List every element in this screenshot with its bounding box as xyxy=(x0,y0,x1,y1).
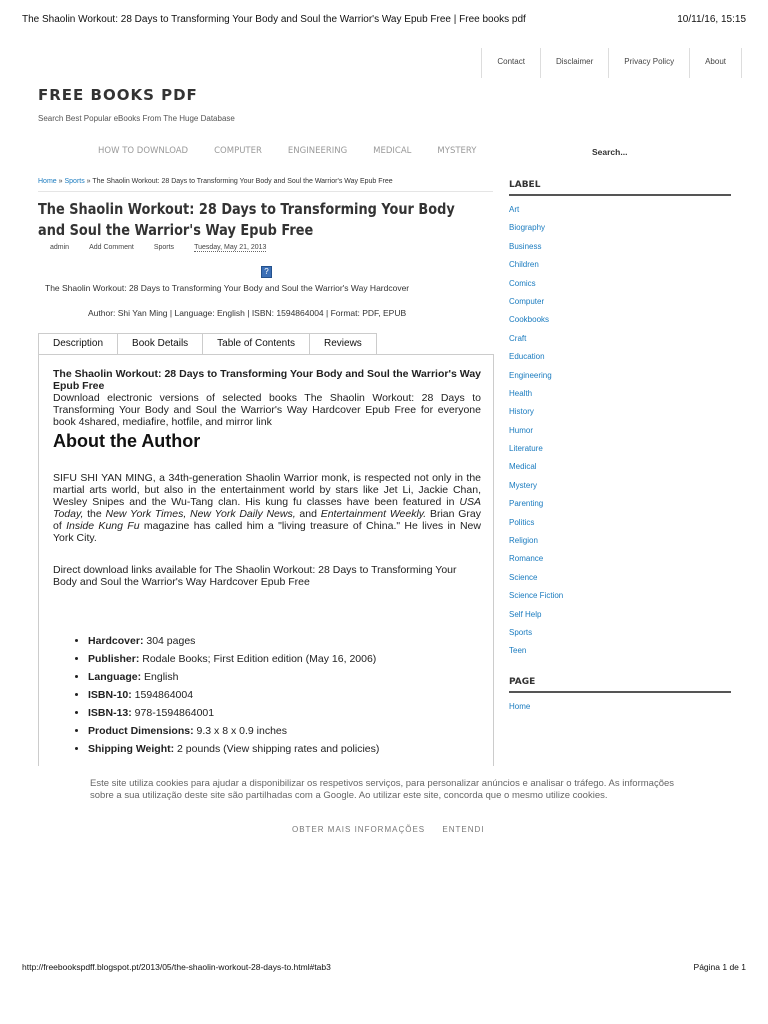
sidebar-item-romance[interactable]: Romance xyxy=(509,554,544,564)
print-page-number: Página 1 de 1 xyxy=(693,962,746,972)
list-item: • Shipping Weight: 2 pounds (View shipping rates and policies) xyxy=(88,740,481,758)
mainnav-mystery[interactable]: MYSTERY xyxy=(437,146,477,156)
breadcrumb xyxy=(38,178,493,192)
sidebar-item-home[interactable]: Home xyxy=(509,701,531,711)
print-url: http://freebookspdff.blogspot.pt/2013/05/the-shaolin-workout-28-days-to.html#tab3 xyxy=(22,962,331,972)
tab-book-details[interactable]: Book Details xyxy=(118,333,203,355)
post-date: Tuesday, May 21, 2013 xyxy=(194,244,267,251)
breadcrumb-separator: » xyxy=(56,178,65,185)
sidebar-item-humor[interactable]: Humor xyxy=(509,425,534,435)
mainnav-engineering[interactable]: ENGINEERING xyxy=(287,146,348,156)
book-hardcover-title: The Shaolin Workout: 28 Days to Transforming Your Body and Soul the Warrior's Way Hardcover xyxy=(45,283,410,293)
sidebar-item-cookbooks[interactable]: Cookbooks xyxy=(509,315,550,325)
post-meta xyxy=(50,244,286,252)
topnav-contact[interactable]: Contact xyxy=(482,48,541,78)
print-header xyxy=(22,14,746,28)
topnav-about[interactable]: About xyxy=(690,48,742,78)
sidebar-item-politics[interactable]: Politics xyxy=(509,517,535,527)
top-nav xyxy=(481,48,742,78)
breadcrumb-separator: » xyxy=(84,178,93,185)
author-bio: SIFU SHI YAN MING, a 34th-generation Shaolin Warrior monk, is respected not only in the martial arts world, but also in the entertainment world by stars like Jet Li, Jackie Chan, Wesley Snipes and the Wu-Tang clan. His kung fu classes have been featured in USA Today, the New York Times, New York Daily News, and Entertainment Weekly. Brian Gray of Inside Kung Fu magazine has called him a "living treasure of China." He lives in New York City. xyxy=(53,472,481,544)
list-item: • ISBN-10: 1594864004 xyxy=(88,686,481,704)
sidebar-item-computer[interactable]: Computer xyxy=(509,296,545,306)
list-item: • Publisher: Rodale Books; First Edition edition (May 16, 2006) xyxy=(88,650,481,668)
sidebar-item-religion[interactable]: Religion xyxy=(509,536,538,546)
breadcrumb-category[interactable]: Sports xyxy=(64,178,85,185)
print-datetime: 10/11/16, 15:15 xyxy=(677,14,746,25)
breadcrumb-current: The Shaolin Workout: 28 Days to Transforming Your Body and Soul the Warrior's Way Epub Free xyxy=(92,178,393,185)
cookie-actions xyxy=(292,825,498,834)
mainnav-medical[interactable]: MEDICAL xyxy=(373,146,412,156)
tab-content xyxy=(53,368,481,758)
post-title: The Shaolin Workout: 28 Days to Transforming Your Body and Soul the Warrior's Way Epub Free xyxy=(38,200,455,239)
post-author[interactable]: admin xyxy=(50,244,70,251)
sidebar-item-comics[interactable]: Comics xyxy=(509,278,536,288)
mainnav-how-to-download[interactable]: HOW TO DOWNLOAD xyxy=(98,146,189,156)
lead-text: Download electronic versions of selected books The Shaolin Workout: 28 Days to Transforming Your Body and Soul the Warrior's Way Hardcover Epub Free for everyone book 4shared, mediafire, hotfile, and mirror link xyxy=(53,392,481,428)
print-page-title: The Shaolin Workout: 28 Days to Transforming Your Body and Soul the Warrior's Way Epub Free | Free books pdf xyxy=(22,14,526,25)
page-list xyxy=(509,702,731,720)
site-title[interactable]: FREE BOOKS PDF xyxy=(38,86,198,104)
sidebar-item-biography[interactable]: Biography xyxy=(509,223,546,233)
sidebar-item-literature[interactable]: Literature xyxy=(509,444,543,454)
post-category[interactable]: Sports xyxy=(153,244,175,251)
breadcrumb-home[interactable]: Home xyxy=(38,178,57,185)
tab-table-of-contents[interactable]: Table of Contents xyxy=(203,333,310,355)
topnav-privacy-policy[interactable]: Privacy Policy xyxy=(609,48,690,78)
tab-reviews[interactable]: Reviews xyxy=(310,333,377,355)
list-item: • Product Dimensions: 9.3 x 8 x 0.9 inches xyxy=(88,722,481,740)
page-heading: PAGE xyxy=(509,677,731,693)
sidebar-item-business[interactable]: Business xyxy=(509,241,542,251)
lead-title: The Shaolin Workout: 28 Days to Transforming Your Body and Soul the Warrior's Way Epub Free xyxy=(53,368,481,392)
sidebar-item-craft[interactable]: Craft xyxy=(509,333,527,343)
book-details-list xyxy=(88,632,481,758)
more-info-button[interactable]: OBTER MAIS INFORMAÇÕES xyxy=(292,825,426,834)
sidebar-item-history[interactable]: History xyxy=(509,407,534,417)
book-cover-icon: ? xyxy=(261,266,272,278)
sidebar-item-education[interactable]: Education xyxy=(509,352,545,362)
list-item: • ISBN-13: 978-1594864001 xyxy=(88,704,481,722)
mainnav-computer[interactable]: COMPUTER xyxy=(214,146,262,156)
sidebar-item-art[interactable]: Art xyxy=(509,205,520,214)
label-list xyxy=(509,205,731,665)
print-footer xyxy=(22,962,746,976)
sidebar-item-science[interactable]: Science xyxy=(509,572,538,582)
sidebar-item-medical[interactable]: Medical xyxy=(509,462,537,472)
add-comment-link[interactable]: Add Comment xyxy=(89,244,134,251)
site-brand xyxy=(38,86,235,123)
search-input[interactable]: Search... xyxy=(592,147,628,157)
topnav-disclaimer[interactable]: Disclaimer xyxy=(541,48,609,78)
accept-cookies-button[interactable]: ENTENDI xyxy=(442,825,485,834)
label-heading: LABEL xyxy=(509,180,731,196)
sidebar-item-children[interactable]: Children xyxy=(509,260,539,270)
sidebar-item-health[interactable]: Health xyxy=(509,388,533,398)
book-author-line: Author: Shi Yan Ming | Language: English | ISBN: 1594864004 | Format: PDF, EPUB xyxy=(88,308,407,318)
list-item: • Language: English xyxy=(88,668,481,686)
sidebar-item-mystery[interactable]: Mystery xyxy=(509,480,537,490)
book-tabs xyxy=(38,333,377,355)
sidebar xyxy=(509,180,731,720)
direct-download-text: Direct download links available for The Shaolin Workout: 28 Days to Transforming Your Body and Soul the Warrior's Way Hardcover Epub Free xyxy=(53,564,457,588)
main-nav xyxy=(98,146,502,156)
sidebar-item-self-help[interactable]: Self Help xyxy=(509,609,542,619)
sidebar-item-parenting[interactable]: Parenting xyxy=(509,499,544,509)
cookie-banner xyxy=(0,775,768,847)
site-tagline: Search Best Popular eBooks From The Huge Database xyxy=(38,114,235,123)
list-item: • Hardcover: 304 pages xyxy=(88,632,481,650)
sidebar-item-engineering[interactable]: Engineering xyxy=(509,370,552,380)
tab-description[interactable]: Description xyxy=(38,333,118,355)
sidebar-item-teen[interactable]: Teen xyxy=(509,646,527,656)
about-author-heading: About the Author xyxy=(53,431,201,451)
sidebar-item-sports[interactable]: Sports xyxy=(509,627,533,637)
cookie-message: Este site utiliza cookies para ajudar a disponibilizar os respetivos serviços, para personalizar anúncios e analisar o tráfego. As informações sobre a sua utilização deste site são partilhadas com a Google. Ao utilizar este site, concorda que o mesmo utilize cookies. xyxy=(90,778,675,801)
sidebar-item-science-fiction[interactable]: Science Fiction xyxy=(509,591,564,601)
